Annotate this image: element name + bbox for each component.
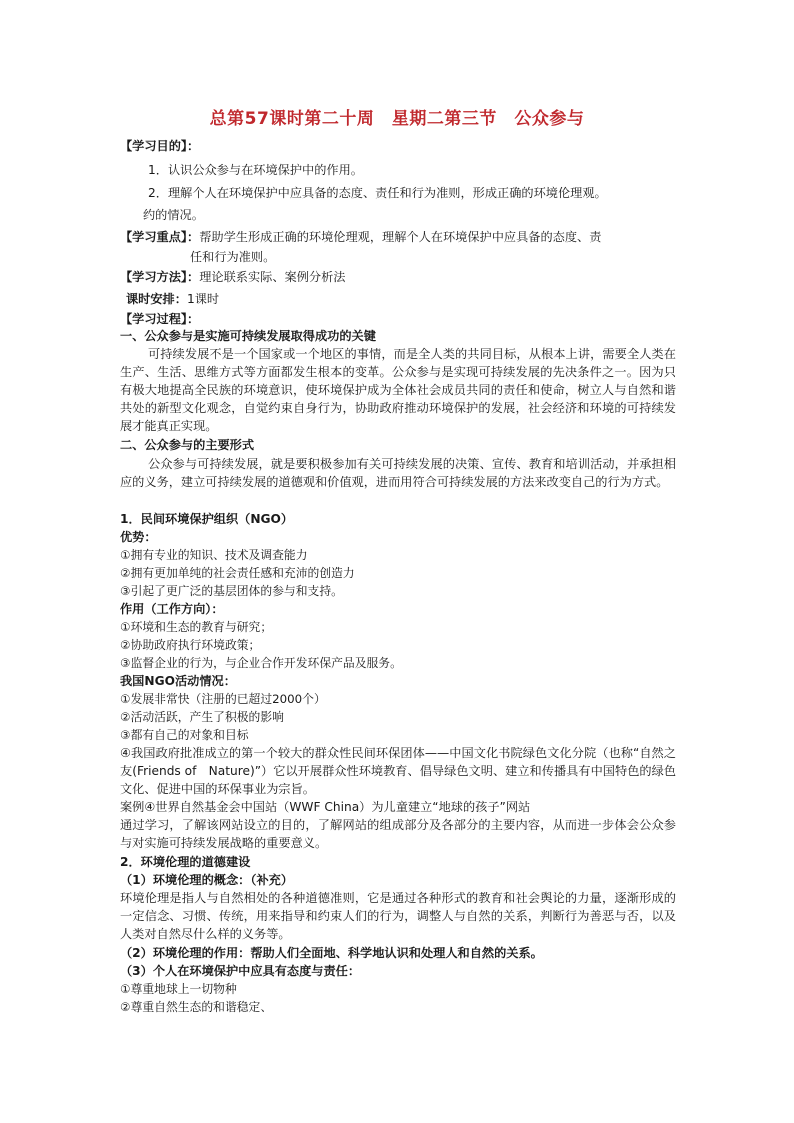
section-2-heading: 二、公众参与的主要形式 bbox=[120, 438, 255, 452]
activity-item-4: ④我国政府批准成立的第一个较大的群众性民间环保团体——中国文化书院绿色文化分院（也称“自然之友(Friends of Nature)”）它以开展群众性环境教育、倡导绿色文明、建立和传播具有中国特色的绿色文化、促进中国的环保事业为宗旨。 bbox=[120, 746, 676, 796]
method-label: 【学习方法】： bbox=[120, 270, 200, 284]
ethics-concept-paragraph: 环境伦理是指人与自然相处的各种道德准则，它是通过各种形式的教育和社会舆论的力量，逐渐形成的一定信念、习惯、传统，用来指导和约束人们的行为，调整人与自然的关系，判断行为善恶与否，以及人类对自然尽什么样的义务等。 bbox=[120, 891, 676, 941]
key-text-1: 帮助学生形成正确的环境伦理观，理解个人在环境保护中应具备的态度、责 bbox=[199, 230, 602, 244]
list-item: ③都有自己的对象和目标 bbox=[120, 728, 249, 742]
page-title: 总第57课时第二十周 星期二第三节 公众参与 bbox=[209, 109, 585, 129]
list-item: ②拥有更加单纯的社会责任感和充沛的创造力 bbox=[120, 566, 355, 580]
list-item: ②尊重自然生态的和谐稳定、 bbox=[120, 1000, 273, 1014]
advantages-heading: 优势： bbox=[120, 530, 157, 544]
ethics-role-heading: （2）环境伦理的作用：帮助人们全面地、科学地认识和处理人和自然的关系。 bbox=[120, 946, 543, 960]
time bbox=[126, 290, 219, 308]
key-points bbox=[120, 228, 601, 246]
case-4-paragraph: 通过学习，了解该网站设立的目的，了解网站的组成部分及各部分的主要内容，从而进一步体会公众参与对实施可持续发展战略的重要意义。 bbox=[120, 818, 676, 850]
list-item: ①环境和生态的教育与研究； bbox=[120, 620, 273, 634]
list-item: ③引起了更广泛的基层团体的参与和支持。 bbox=[120, 584, 343, 598]
goal-2: 2．理解个人在环境保护中应具备的态度、责任和行为准则，形成正确的环境伦理观。 bbox=[148, 186, 607, 200]
case-4: 案例④世界自然基金会中国站（WWF China）为儿童建立“地球的孩子”网站 bbox=[120, 800, 531, 814]
list-item: ①拥有专业的知识、技术及调查能力 bbox=[120, 548, 308, 562]
ethics-concept-heading: （1）环境伦理的概念：（补充） bbox=[120, 873, 294, 887]
section-2-paragraph: 公众参与可持续发展，就是要积极参加有关可持续发展的决策、宣传、教育和培训活动，并承担相应的义务，建立可持续发展的道德观和价值观，进而用符合可持续发展的方法来改变自己的行为方式。 bbox=[120, 457, 676, 489]
method-text: 理论联系实际、案例分析法 bbox=[199, 270, 346, 284]
time-label: 课时安排： bbox=[126, 292, 187, 306]
list-item: ①发展非常快（注册的已超过2000个） bbox=[120, 692, 326, 706]
list-item: ③监督企业的行为，与企业合作开发环保产品及服务。 bbox=[120, 656, 402, 670]
process-label: 【学习过程】： bbox=[120, 312, 200, 326]
list-item: ②协助政府执行环境政策； bbox=[120, 638, 261, 652]
key-label: 【学习重点】： bbox=[120, 230, 200, 244]
method bbox=[120, 268, 345, 286]
ethics-duty-heading: （3）个人在环境保护中应具有态度与责任： bbox=[120, 964, 361, 978]
role-heading: 作用（工作方向）： bbox=[120, 602, 224, 616]
ethics-heading: 2．环境伦理的道德建设 bbox=[120, 855, 251, 869]
ngo-heading: 1．民间环境保护组织（NGO） bbox=[120, 512, 294, 526]
goals-label: 【学习目的】： bbox=[120, 139, 200, 153]
key-text-2: 任和行为准则。 bbox=[190, 250, 276, 264]
section-1-heading: 一、公众参与是实施可持续发展取得成功的关键 bbox=[120, 329, 376, 343]
activity-heading: 我国NGO活动情况： bbox=[120, 674, 236, 688]
goal-2-tail: 约的情况。 bbox=[143, 208, 204, 222]
list-item: ②活动活跃，产生了积极的影响 bbox=[120, 710, 284, 724]
goal-1: 1．认识公众参与在环境保护中的作用。 bbox=[148, 163, 363, 177]
section-1-paragraph: 可持续发展不是一个国家或一个地区的事情，而是全人类的共同目标，从根本上讲，需要全人类在生产、生活、思维方式等方面都发生根本的变革。公众参与是实现可持续发展的先决条件之一。因为只有极大地提高全民族的环境意识，使环境保护成为全体社会成员共同的责任和使命，树立人与自然和谐共处的新型文化观念，自觉约束自身行为，协助政府推动环境保护的发展，社会经济和环境的可持续发展才能真正实现。 bbox=[120, 347, 676, 433]
time-text: 1课时 bbox=[186, 292, 220, 306]
list-item: ①尊重地球上一切物种 bbox=[120, 982, 237, 996]
